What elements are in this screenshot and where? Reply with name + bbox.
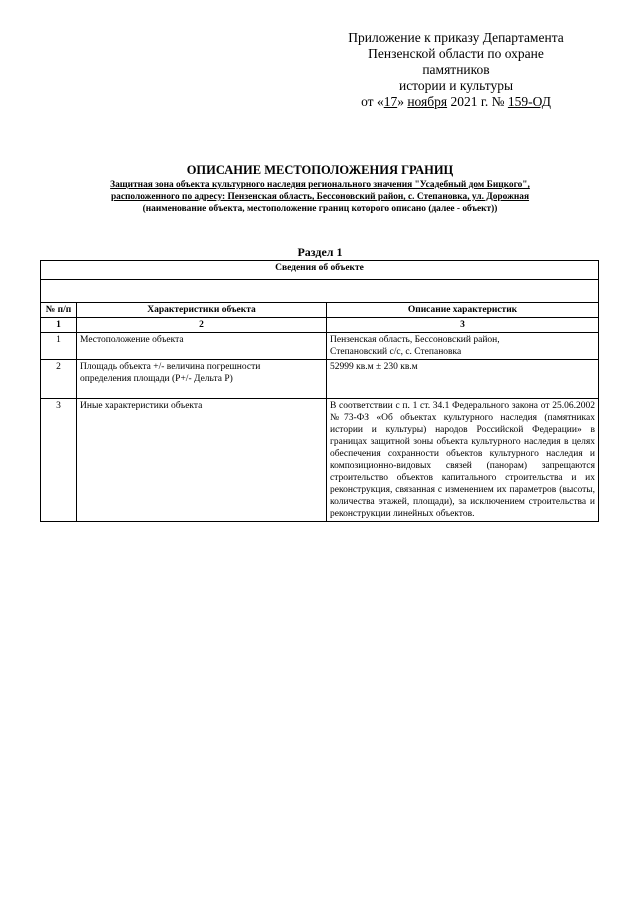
table-row: [41, 360, 599, 399]
column-header-num: № п/п: [41, 303, 77, 318]
approval-line-4: истории и культуры: [398, 78, 514, 93]
column-header-description: Описание характеристик: [327, 303, 599, 318]
column-number-1: 1: [41, 318, 77, 333]
date-mid-1: »: [397, 94, 404, 109]
row-characteristic: Местоположение объекта: [77, 333, 327, 360]
date-prefix: от «: [361, 94, 384, 109]
document-title: ОПИСАНИЕ МЕСТОПОЛОЖЕНИЯ ГРАНИЦ: [186, 163, 454, 177]
approval-line-3: памятников: [422, 62, 490, 77]
object-caption: (наименование объекта, местоположение границ которого описано (далее - объект)): [142, 204, 498, 214]
column-header-characteristic: Характеристики объекта: [77, 303, 327, 318]
row-characteristic: Площадь объекта +/- величина погрешности определения площади (Р+/- Дельта Р): [77, 360, 327, 399]
object-name-line-1: Защитная зона объекта культурного наследия регионального значения "Усадебный дом Бицкого",: [110, 180, 530, 190]
date-mid-2: 2021 г. №: [447, 94, 508, 109]
document-heading: [40, 163, 600, 215]
row-description: В соответствии с п. 1 ст. 34.1 Федерального закона от 25.06.2002 №73-ФЗ «Об объектах культурного наследия (памятниках истории и культуры) народов Российской Федерации» в границах защитной зоны объекта культурного наследия в целях обеспечения сохранности объектов культурного наследия и композиционно-видовых связей (панорам) запрещаются строительство объектов капитального строительства и их реконструкция, связанная с изменением их параметров (высоты, количества этажей, площади), за исключением строительства и реконструкции линейных объектов.: [327, 399, 599, 522]
row-num: 1: [41, 333, 77, 360]
approval-block: [330, 30, 582, 110]
approval-date-line: [330, 94, 582, 110]
row-description: Пензенская область, Бессоновский район, Степановский с/с, с. Степановка: [327, 333, 599, 360]
table-blank-cell: [41, 280, 599, 303]
table-column-headers: [41, 303, 599, 318]
table-column-numbers: [41, 318, 599, 333]
section-title: Раздел 1: [297, 245, 343, 259]
table-header: Сведения об объекте: [41, 261, 599, 280]
row-num: 2: [41, 360, 77, 399]
date-day: 17: [383, 94, 398, 109]
object-name-line-2: расположенного по адресу: Пензенская область, Бессоновский район, с. Степановка, ул. Дорожная: [110, 192, 530, 202]
column-number-3: 3: [327, 318, 599, 333]
table-blank-row: [41, 280, 599, 303]
approval-line-1: Приложение к приказу Департамента: [348, 30, 564, 45]
object-info-table: [40, 260, 599, 522]
column-number-2: 2: [77, 318, 327, 333]
table-row: [41, 399, 599, 522]
row-description: 52999 кв.м ± 230 кв.м: [327, 360, 599, 399]
date-month: ноября: [407, 94, 448, 109]
approval-line-2: Пензенской области по охране: [368, 46, 544, 61]
table-row: [41, 333, 599, 360]
row-characteristic: Иные характеристики объекта: [77, 399, 327, 522]
table-header-row: [41, 261, 599, 280]
row-num: 3: [41, 399, 77, 522]
order-number: 159-ОД: [507, 94, 551, 109]
